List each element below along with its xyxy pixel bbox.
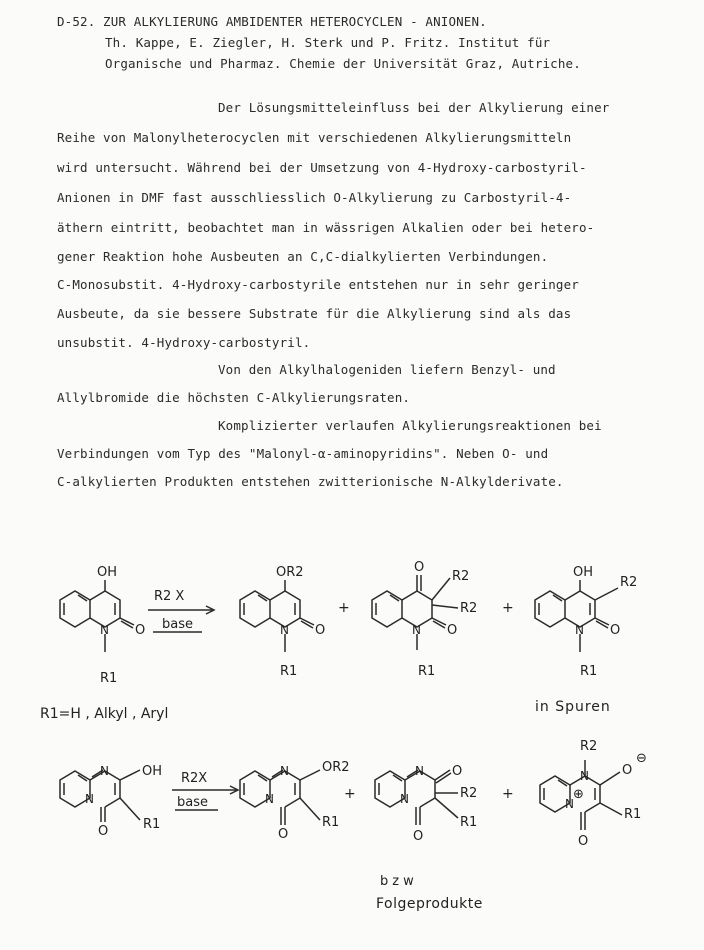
label-o: O <box>622 763 633 778</box>
structure-o-alkylated <box>240 565 325 679</box>
label-r1: R1 <box>580 664 598 679</box>
label-oh: OH <box>573 565 594 580</box>
label-r1: R1 <box>280 664 298 679</box>
label-r2: R2 <box>460 786 478 801</box>
label-r2: R2 <box>460 601 478 616</box>
base-label: base <box>162 617 193 632</box>
body-line: Verbindungen vom Typ des "Malonyl-α-aminopyridins". Neben O- und <box>57 446 549 461</box>
reagent-label: R2 X <box>154 589 185 604</box>
structure-zwitterion <box>540 739 647 849</box>
structure-cc-dialkylated <box>372 560 477 679</box>
folgeprodukte-label: Folgeprodukte <box>376 896 483 912</box>
label-o: O <box>447 623 458 638</box>
body-line: Ausbeute, da sie bessere Substrate für die Alkylierung sind als das <box>57 306 572 321</box>
structure-c-monoalkylated <box>535 565 637 679</box>
r1-definition: R1=H , Alkyl , Aryl <box>40 706 169 722</box>
reaction-arrow-2 <box>172 771 238 810</box>
label-r2: R2 <box>580 739 598 754</box>
label-r1: R1 <box>460 815 478 830</box>
body-line: C-alkylierten Produkten entstehen zwitterionische N-Alkylderivate. <box>57 474 564 489</box>
body-line: Der Lösungsmitteleinfluss bei der Alkylierung einer <box>218 100 610 115</box>
label-o: O <box>315 623 326 638</box>
label-n: N <box>100 764 109 778</box>
label-o: O <box>414 560 425 575</box>
label-n: N <box>400 792 409 806</box>
label-n: N <box>85 792 94 806</box>
label-or2: OR2 <box>322 760 350 775</box>
label-o: O <box>135 623 146 638</box>
label-r1: R1 <box>100 671 118 686</box>
structure-hydroxycarbostyril <box>60 565 145 686</box>
label-o: O <box>578 834 589 849</box>
body-line: Allylbromide die höchsten C-Alkylierungsraten. <box>57 390 411 405</box>
plus-sign: + <box>502 786 514 802</box>
bzw-label: bzw <box>380 874 418 889</box>
reaction-arrow-1 <box>148 589 214 632</box>
label-n: N <box>280 764 289 778</box>
body-line: wird untersucht. Während bei der Umsetzung von 4-Hydroxy-carbostyril- <box>57 160 587 175</box>
body-line: Komplizierter verlaufen Alkylierungsreaktionen bei <box>218 418 602 433</box>
label-n: N <box>565 797 574 811</box>
body-line: äthern eintritt, beobachtet man in wässrigen Alkalien oder bei hetero- <box>57 220 595 235</box>
plus-sign: + <box>338 600 350 616</box>
label-r2: R2 <box>620 575 638 590</box>
structure-o-alkylated-pyridopyrimidine <box>240 760 350 842</box>
minus-charge-icon: ⊖ <box>636 751 647 766</box>
plus-sign: + <box>502 600 514 616</box>
structure-malonyl-aminopyridine <box>60 764 162 839</box>
label-oh: OH <box>142 764 163 779</box>
reaction-scheme <box>0 530 704 930</box>
label-n: N <box>412 623 421 637</box>
label-n: N <box>265 792 274 806</box>
label-o: O <box>278 827 289 842</box>
label-o: O <box>98 824 109 839</box>
label-n: N <box>580 769 589 783</box>
label-oh: OH <box>97 565 118 580</box>
institute-line: Organische und Pharmaz. Chemie der Universität Graz, Autriche. <box>105 56 581 71</box>
title-line: D-52. ZUR ALKYLIERUNG AMBIDENTER HETEROCYCLEN - ANIONEN. <box>57 14 487 29</box>
base-label: base <box>177 795 208 810</box>
in-spuren-label: in Spuren <box>535 699 611 715</box>
label-r2: R2 <box>452 569 470 584</box>
label-r1: R1 <box>143 817 161 832</box>
label-n: N <box>575 623 584 637</box>
label-r1: R1 <box>624 807 642 822</box>
body-line: Anionen in DMF fast ausschliesslich O-Alkylierung zu Carbostyril-4- <box>57 190 572 205</box>
label-o: O <box>413 829 424 844</box>
reagent-label: R2X <box>181 771 208 786</box>
body-line: C-Monosubstit. 4-Hydroxy-carbostyrile entstehen nur in sehr geringer <box>57 277 579 292</box>
label-n: N <box>100 623 109 637</box>
structure-cc-dialkylated-pyridopyrimidine <box>375 764 477 844</box>
label-r1: R1 <box>322 815 340 830</box>
authors-line: Th. Kappe, E. Ziegler, H. Sterk und P. Fritz. Institut für <box>105 35 551 50</box>
label-or2: OR2 <box>276 565 304 580</box>
body-line: unsubstit. 4-Hydroxy-carbostyril. <box>57 335 311 350</box>
label-o: O <box>610 623 621 638</box>
label-n: N <box>280 623 289 637</box>
body-line: Reihe von Malonylheterocyclen mit verschiedenen Alkylierungsmitteln <box>57 130 572 145</box>
body-line: Von den Alkylhalogeniden liefern Benzyl- und <box>218 362 556 377</box>
plus-sign: + <box>344 786 356 802</box>
body-line: gener Reaktion hohe Ausbeuten an C,C-dialkylierten Verbindungen. <box>57 249 549 264</box>
plus-charge-icon: ⊕ <box>573 787 584 802</box>
label-r1: R1 <box>418 664 436 679</box>
label-n: N <box>415 764 424 778</box>
label-o: O <box>452 764 463 779</box>
